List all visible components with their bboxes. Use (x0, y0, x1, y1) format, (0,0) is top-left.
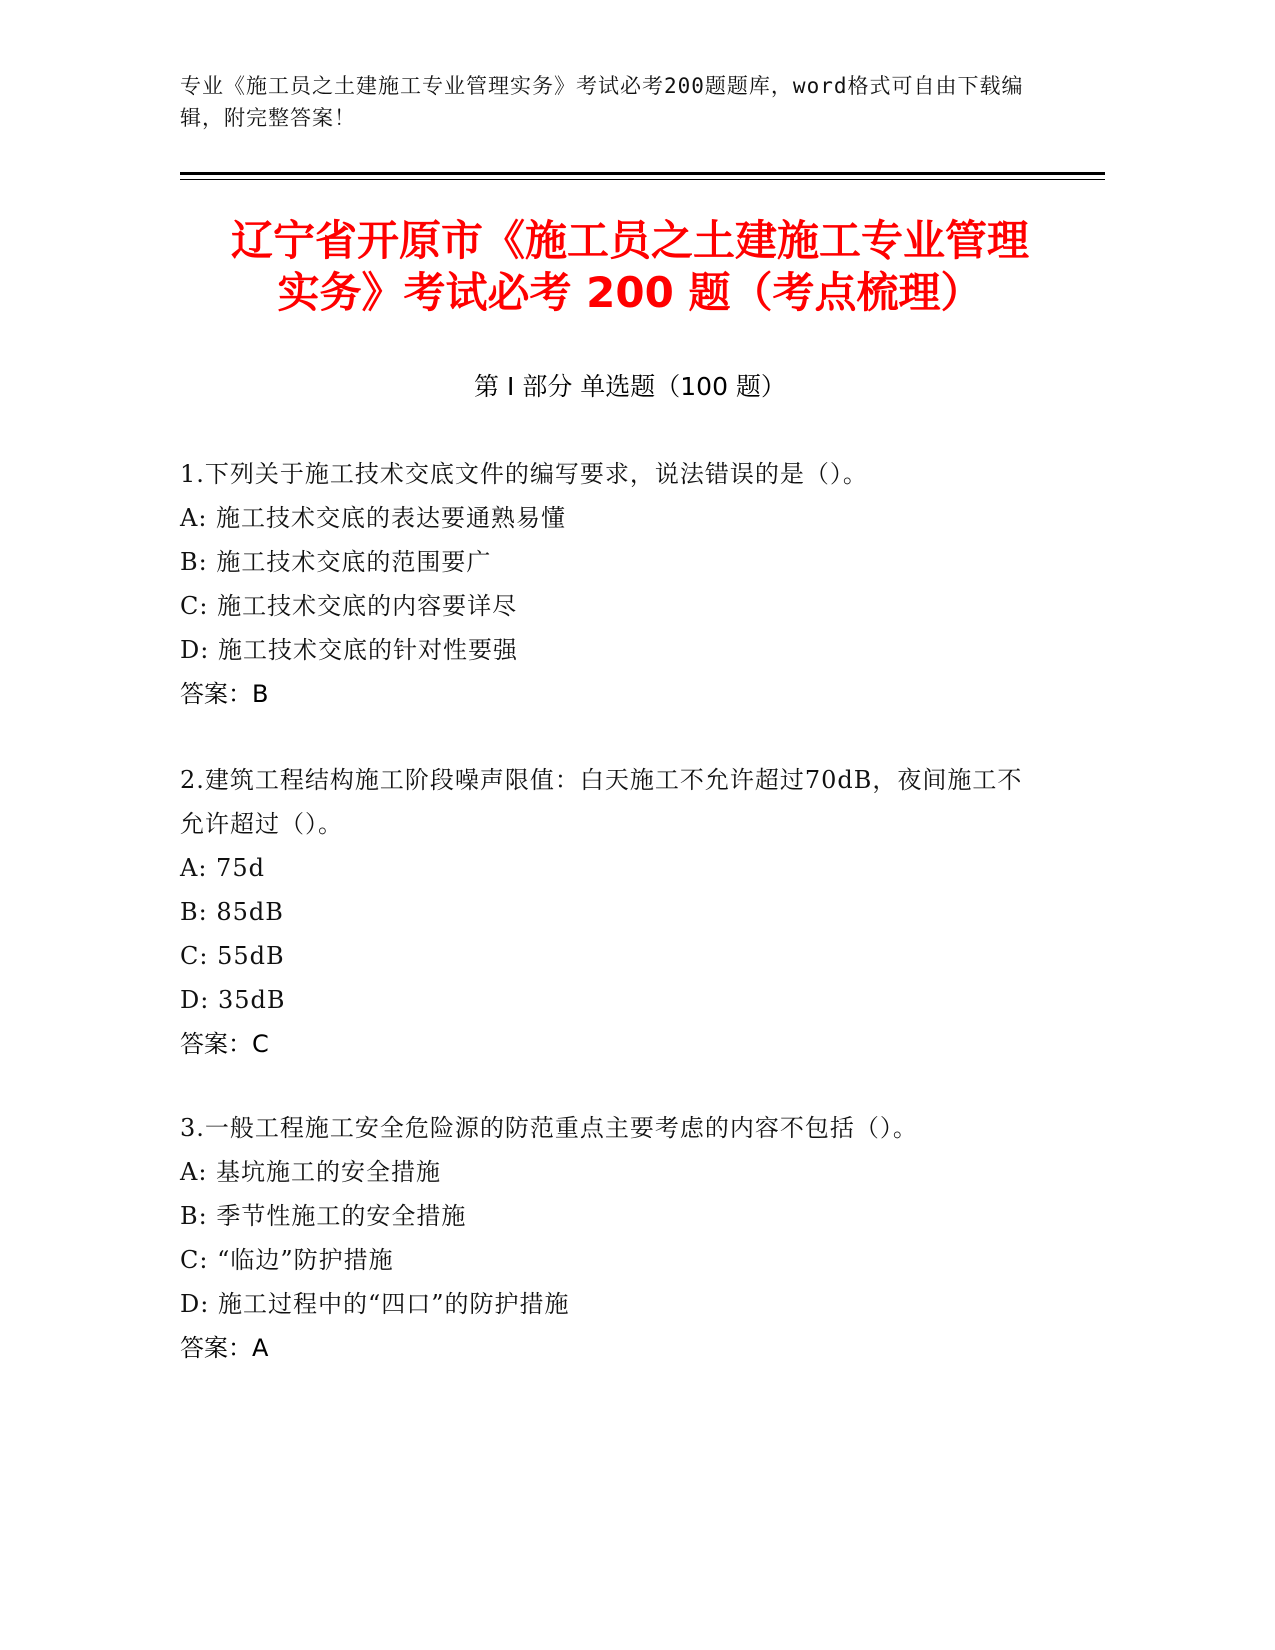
document-title-line1: 辽宁省开原市《施工员之土建施工专业管理 (230, 216, 1029, 265)
section-title: 第 I 部分 单选题（100 题） (474, 372, 786, 401)
option-a: A: 75d (180, 854, 265, 882)
option-d: D: 施工技术交底的针对性要强 (180, 636, 518, 664)
question-stem: 1.下列关于施工技术交底文件的编写要求，说法错误的是（）。 (180, 460, 868, 488)
document-title (180, 215, 1080, 319)
question-1 (180, 452, 1040, 716)
answer: 答案：C (180, 1030, 269, 1058)
option-a: A: 施工技术交底的表达要通熟易懂 (180, 504, 567, 532)
option-b: B: 85dB (180, 898, 284, 926)
question-2 (180, 758, 1040, 1066)
question-stem: 3.一般工程施工安全危险源的防范重点主要考虑的内容不包括（）。 (180, 1114, 918, 1142)
header-divider-thick (180, 172, 1105, 175)
answer: 答案：B (180, 680, 269, 708)
option-c: C: 55dB (180, 942, 285, 970)
option-c: C: 施工技术交底的内容要详尽 (180, 592, 518, 620)
option-b: B: 季节性施工的安全措施 (180, 1202, 467, 1230)
option-d: D: 35dB (180, 986, 286, 1014)
answer: 答案：A (180, 1334, 269, 1362)
option-b: B: 施工技术交底的范围要广 (180, 548, 492, 576)
option-a: A: 基坑施工的安全措施 (180, 1158, 442, 1186)
header-divider-thin (180, 179, 1105, 180)
header-note: 专业《施工员之土建施工专业管理实务》考试必考200题题库，word格式可自由下载编辑，附完整答案！ (180, 74, 1024, 130)
question-3 (180, 1106, 1040, 1370)
document-title-line2: 实务》考试必考 200 题（考点梳理） (277, 268, 983, 317)
option-c: C: “临边”防护措施 (180, 1246, 394, 1274)
question-stem: 2.建筑工程结构施工阶段噪声限值：白天施工不允许超过70dB，夜间施工不允许超过（）。 (180, 766, 1023, 838)
option-d: D: 施工过程中的“四口”的防护措施 (180, 1290, 570, 1318)
